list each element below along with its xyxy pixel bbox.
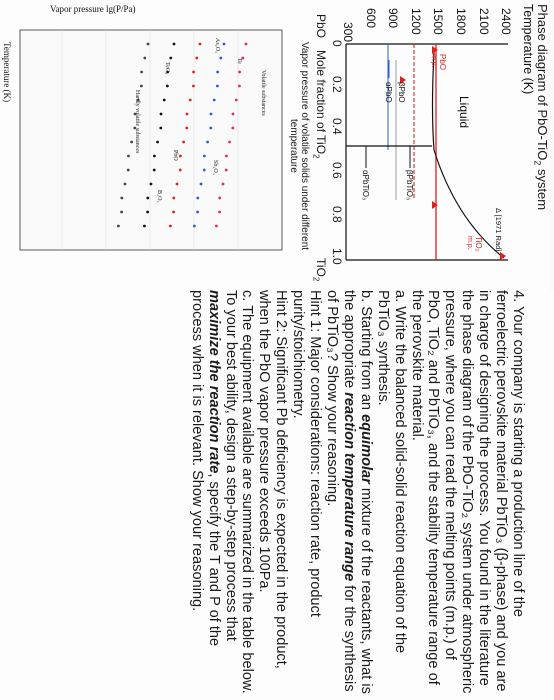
tio2-mp-label: TiO₂ bbox=[474, 236, 483, 252]
vapor-point bbox=[172, 211, 175, 214]
vapor-point bbox=[200, 183, 203, 186]
part-a: a. Write the balanced solid-solid reaction equation of the PbTiO₃ synthesis. bbox=[374, 290, 408, 654]
vapor-point bbox=[172, 197, 175, 200]
vapor-point bbox=[192, 85, 195, 88]
hint-2: Hint 2: Significant Pb deficiency is expected in the product, when the PbO vapor pressure exceeds 100Pa. bbox=[256, 290, 290, 669]
xtick-04: 0.4 bbox=[330, 118, 344, 135]
ytick-1800: 1800 bbox=[454, 8, 468, 35]
vapor-point bbox=[222, 183, 225, 186]
vapor-point bbox=[147, 43, 150, 46]
vapor-point bbox=[127, 155, 130, 158]
vapor-point bbox=[189, 99, 192, 102]
vapor-point bbox=[127, 169, 130, 172]
vapor-point bbox=[169, 225, 172, 228]
part-c bbox=[188, 290, 256, 695]
vapor-point bbox=[203, 155, 206, 158]
vapor-point bbox=[238, 85, 241, 88]
y-axis-label-text: Temperature (K) bbox=[521, 4, 535, 95]
vapor-point bbox=[156, 141, 159, 144]
part-b-emph1: equimolar bbox=[357, 414, 374, 484]
vapor-point bbox=[143, 225, 146, 228]
ytick-600: 600 bbox=[364, 8, 378, 29]
anno-hardly-volatile: Hardly volatile substances bbox=[134, 90, 140, 154]
vapor-x-label: Temperature (K) bbox=[2, 42, 12, 103]
vapor-plot-frame bbox=[20, 30, 282, 250]
marker-tio2-mp bbox=[500, 252, 506, 260]
vapor-caption-line1: Vapor pressure of volatile solids under different bbox=[299, 41, 310, 251]
vapor-point bbox=[182, 141, 185, 144]
anno-as2o3: As₂O₃ bbox=[214, 38, 220, 54]
anno-pbo: PbO bbox=[172, 150, 178, 161]
hint-1: Hint 1: Major considerations: reaction rate, product purity/stoichiometry. bbox=[290, 290, 324, 617]
xtick-08: 0.8 bbox=[330, 206, 344, 223]
question-intro: 4. Your company is starting a production line of the ferroelectric perovskite material PbTiO₃ (β-phase) and you are in charge of designing the process. You found in the literature the phase diagram of the PbO-TiO₂ system under atmospheric pressure, where you can read the melting points (m.p.) of PbO, TiO₂ and PbTiO₃, and the stability temperature range of the perovskite material. bbox=[408, 290, 526, 694]
vapor-point bbox=[218, 197, 221, 200]
vapor-point bbox=[231, 127, 234, 130]
vapor-point bbox=[160, 113, 163, 116]
title-suffix: system bbox=[535, 165, 550, 211]
vapor-point bbox=[130, 141, 133, 144]
vapor-point bbox=[153, 169, 156, 172]
x-right-sub: 2 bbox=[311, 276, 321, 282]
vapor-point bbox=[238, 71, 241, 74]
vapor-point bbox=[228, 141, 231, 144]
vapor-point bbox=[195, 57, 198, 60]
vapor-point bbox=[146, 197, 149, 200]
ytick-1200: 1200 bbox=[409, 8, 423, 35]
vapor-point bbox=[215, 225, 218, 228]
vapor-point bbox=[245, 43, 248, 46]
vapor-point bbox=[179, 169, 182, 172]
vapor-caption bbox=[288, 4, 310, 288]
vapor-point bbox=[199, 43, 202, 46]
alpha-pbo-label: αPbO bbox=[384, 82, 393, 103]
ytick-900: 900 bbox=[386, 8, 400, 29]
phase-x-caption bbox=[312, 4, 328, 290]
y-ticks bbox=[341, 8, 513, 42]
vapor-point bbox=[140, 85, 143, 88]
vapor-point bbox=[173, 43, 176, 46]
xtick-0: 0 bbox=[330, 40, 344, 47]
vapor-point bbox=[196, 211, 199, 214]
x-caption-sub: 2 bbox=[311, 154, 321, 159]
anno-b2o3: B₂O₃ bbox=[156, 190, 162, 203]
marker-liquid-mid bbox=[432, 201, 438, 209]
vapor-point bbox=[235, 99, 238, 102]
question-text bbox=[188, 290, 526, 695]
vapor-point bbox=[120, 211, 123, 214]
y-axis-label bbox=[521, 4, 535, 94]
vapor-point bbox=[206, 141, 209, 144]
vapor-pressure-chart bbox=[0, 0, 286, 288]
ytick-300: 300 bbox=[341, 22, 355, 43]
vapor-point bbox=[219, 57, 222, 60]
vapor-caption-line2: temperature bbox=[288, 119, 299, 173]
liquid-label: Liquid bbox=[457, 96, 471, 129]
vapor-point bbox=[203, 169, 206, 172]
ytick-2100: 2100 bbox=[477, 8, 491, 35]
phase-x-ticks bbox=[328, 40, 344, 290]
vapor-point bbox=[185, 127, 188, 130]
pbo-mp-sublabel: m.p. bbox=[430, 54, 437, 68]
vapor-point bbox=[218, 211, 221, 214]
vapor-point bbox=[196, 197, 199, 200]
vapor-point bbox=[169, 57, 172, 60]
xtick-06: 0.6 bbox=[330, 162, 344, 179]
xtick-02: 0.2 bbox=[330, 76, 344, 93]
reference-label: Δ [1971 Rad] bbox=[494, 208, 503, 252]
part-b bbox=[323, 290, 374, 695]
vapor-point bbox=[193, 225, 196, 228]
vapor-point bbox=[223, 43, 226, 46]
vapor-point bbox=[186, 113, 189, 116]
xtick-10: 1.0 bbox=[330, 248, 344, 265]
vapor-point bbox=[213, 99, 216, 102]
vapor-y-label: Vapor pressure lg(P/Pa) bbox=[50, 4, 136, 14]
ytick-2400: 2400 bbox=[499, 8, 513, 35]
vapor-point bbox=[117, 225, 120, 228]
vapor-point bbox=[210, 113, 213, 116]
title-sub: 2 bbox=[532, 160, 543, 166]
vapor-point bbox=[150, 183, 153, 186]
vapor-point bbox=[192, 71, 195, 74]
x-caption-text: Mole fraction of TiO bbox=[314, 50, 328, 155]
vapor-point bbox=[216, 71, 219, 74]
vapor-point bbox=[216, 85, 219, 88]
vapor-point bbox=[146, 211, 149, 214]
beta-pbo-label: βPbO bbox=[397, 82, 406, 103]
alpha-pbtio3-label: αPbTiO₃ bbox=[361, 170, 370, 201]
vapor-point bbox=[159, 127, 162, 130]
vapor-point bbox=[176, 183, 179, 186]
anno-teo2: TeO₂ bbox=[164, 62, 170, 75]
anno-te: Te bbox=[236, 58, 242, 64]
vapor-point bbox=[209, 127, 212, 130]
vapor-point bbox=[124, 183, 127, 186]
vapor-point bbox=[153, 155, 156, 158]
phase-diagram bbox=[331, 0, 536, 290]
title-text: Phase diagram of PbO-TiO bbox=[535, 4, 550, 161]
part-c-emph: maximize the reaction rate bbox=[205, 290, 222, 474]
vapor-point bbox=[166, 85, 169, 88]
vapor-point bbox=[225, 155, 228, 158]
marker-pbo-mp bbox=[432, 46, 438, 54]
part-b-mid: mixture of the reactants, what is the appropriate bbox=[340, 290, 374, 694]
tio2-mp-sublabel: m.p. bbox=[466, 236, 473, 250]
vapor-point bbox=[163, 99, 166, 102]
part-b-pre: b. Starting from an bbox=[357, 290, 374, 415]
part-c-post: , specify the T and P of the process when it is relevant. Show your reasoning. bbox=[188, 290, 222, 647]
part-b-emph2: reaction temperature range bbox=[340, 392, 357, 582]
part-c-pre: c. The equipment available are summarized in the table below. To your best ability, design a step-by-step process that bbox=[222, 290, 256, 694]
vapor-point bbox=[225, 169, 228, 172]
anno-volatile: Volatile substances bbox=[260, 70, 266, 116]
x-right-label: TiO bbox=[314, 258, 328, 277]
vapor-point bbox=[143, 57, 146, 60]
pbo-mp-label: PbO bbox=[438, 54, 447, 71]
vapor-point bbox=[140, 71, 143, 74]
part-b-post: for the synthesis of PbTiO₃? Show your reasoning. bbox=[324, 290, 357, 692]
vapor-point bbox=[179, 155, 182, 158]
ytick-1500: 1500 bbox=[431, 8, 445, 35]
vapor-point bbox=[232, 113, 235, 116]
vapor-point bbox=[120, 197, 123, 200]
x-left-label: PbO bbox=[314, 14, 328, 39]
anno-sb2o3: Sb₂O₃ bbox=[212, 160, 218, 175]
beta-pbtio3-label: βPbTiO₃ bbox=[405, 170, 414, 201]
